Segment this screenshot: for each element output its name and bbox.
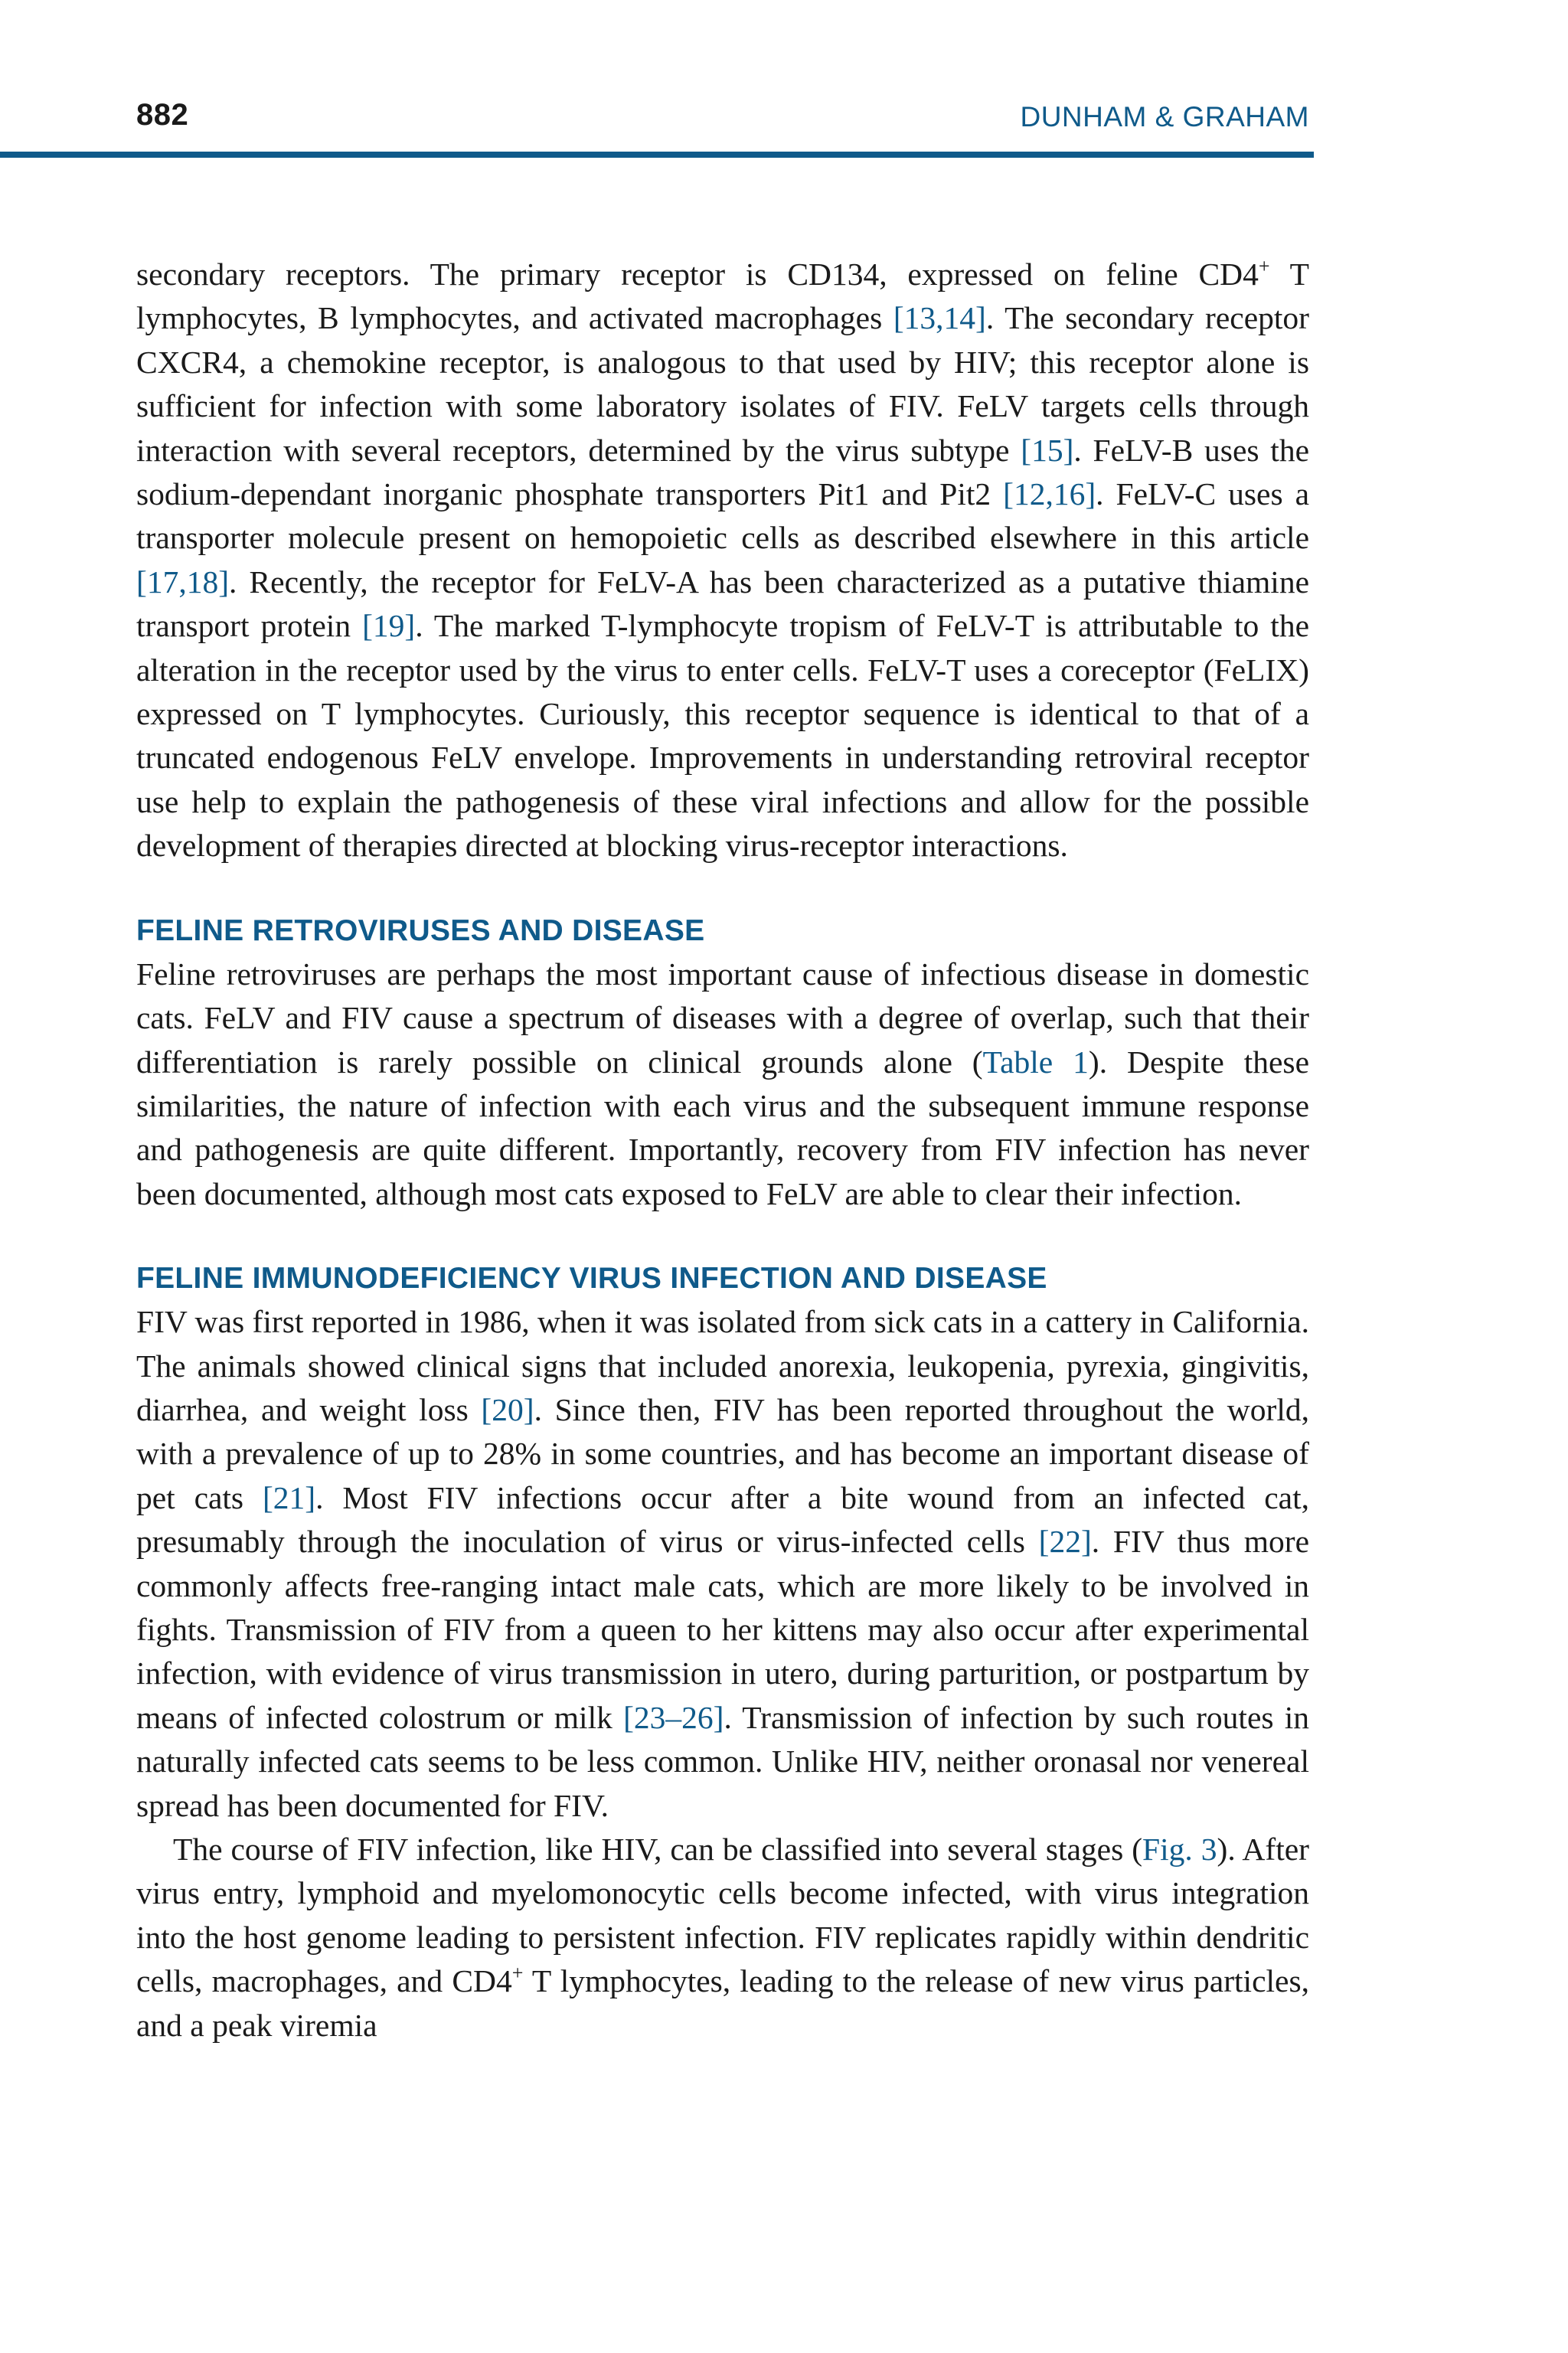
- text-span: The course of FIV infection, like HIV, can be classified into several stages (: [173, 1832, 1143, 1867]
- superscript: +: [511, 1962, 524, 1985]
- header-rule: [0, 152, 1314, 158]
- table-link[interactable]: Table 1: [982, 1044, 1089, 1080]
- text-span: . The secondary receptor CXCR4, a chemokine receptor, is analogous to that used by HIV; this receptor alone is sufficient for infection with some laboratory isolates of FIV. FeLV targets cells through interaction with several receptors, determined by the virus subtype: [136, 300, 1309, 468]
- text-span: FIV was first reported in 1986, when it was isolated from sick cats in a cattery in California. The animals showed clinical signs that included anorexia, leukopenia, pyrexia, gingivitis, diarrhea, and weight loss: [136, 1304, 1309, 1427]
- citation-link[interactable]: [20]: [481, 1391, 534, 1427]
- citation-link[interactable]: [19]: [362, 608, 416, 644]
- text-span: . Since then, FIV has been reported throughout the world, with a prevalence of up to 28% in some countries, and has become an important disease of pet cats: [136, 1391, 1309, 1515]
- text-span: . The marked T-lymphocyte tropism of FeLV-T is attributable to the alteration in the receptor used by the virus to enter cells. FeLV-T uses a coreceptor (FeLIX) expressed on T lymphocytes. Curiously, this receptor sequence is identical to that of a truncated endogenous FeLV envelope. Improvements in understanding retroviral receptor use help to explain the pathogenesis of these viral infections and allow for the possible development of therapies directed at blocking virus-receptor interactions.: [136, 608, 1309, 864]
- text-span: ). Despite these similarities, the nature of infection with each virus and the subsequent immune response and pathogenesis are quite different. Importantly, recovery from FIV infection has never been documented, although most cats exposed to FeLV are able to clear their infection.: [136, 1044, 1309, 1211]
- citation-link[interactable]: [13,14]: [893, 300, 986, 336]
- text-span: T lymphocytes, B lymphocytes, and activated macrophages: [136, 257, 1309, 336]
- text-span: ). After virus entry, lymphoid and myelomonocytic cells become infected, with virus integration into the host genome leading to persistent infection. FIV replicates rapidly within dendritic cells, macrophages, and CD4: [136, 1832, 1309, 1999]
- text-span: . Recently, the receptor for FeLV-A has been characterized as a putative thiamine transport protein: [136, 564, 1309, 644]
- superscript: +: [1258, 255, 1270, 277]
- text-span: . Transmission of infection by such routes in naturally infected cats seems to be less common. Unlike HIV, neither oronasal nor venereal spread has been documented for FIV.: [136, 1699, 1310, 1823]
- citation-link[interactable]: [17,18]: [136, 564, 230, 600]
- text-span: secondary receptors. The primary receptor is CD134, expressed on feline CD4: [136, 257, 1259, 292]
- citation-link[interactable]: [12,16]: [1003, 476, 1096, 512]
- text-span: Feline retroviruses are perhaps the most important cause of infectious disease in domestic cats. FeLV and FIV cause a spectrum of diseases with a degree of overlap, such that their differentiation is rarely possible on clinical grounds alone (: [136, 956, 1309, 1080]
- citation-link[interactable]: [23–26]: [623, 1699, 724, 1735]
- running-head: DUNHAM & GRAHAM: [1020, 101, 1309, 132]
- citation-link[interactable]: [21]: [262, 1479, 316, 1515]
- section-heading-retroviruses: FELINE RETROVIRUSES AND DISEASE: [136, 913, 705, 947]
- text-span: . FeLV-C uses a transporter molecule present on hemopoietic cells as described elsewhere in this article: [136, 476, 1309, 556]
- citation-link[interactable]: [22]: [1038, 1524, 1092, 1560]
- page-number: 882: [136, 98, 189, 132]
- paragraph-retroviruses-disease: [136, 953, 1309, 1216]
- figure-link[interactable]: Fig. 3: [1142, 1832, 1217, 1867]
- text-span: . FeLV-B uses the sodium-dependant inorganic phosphate transporters Pit1 and Pit2: [136, 432, 1309, 512]
- citation-link[interactable]: [15]: [1021, 432, 1074, 468]
- article-body: [136, 253, 1309, 2047]
- text-span: . Most FIV infections occur after a bite wound from an infected cat, presumably through the inoculation of virus or virus-infected cells: [136, 1479, 1309, 1560]
- paragraph-fiv-history: [136, 1300, 1309, 1828]
- text-span: . FIV thus more commonly affects free-ranging intact male cats, which are more likely to be involved in fights. Transmission of FIV from a queen to her kittens may also occur after experimental infection, with evidence of virus transmission in utero, during parturition, or postpartum by means of infected colostrum or milk: [136, 1524, 1309, 1735]
- paragraph-receptors: [136, 253, 1309, 868]
- section-heading-fiv: FELINE IMMUNODEFICIENCY VIRUS INFECTION AND DISEASE: [136, 1262, 1047, 1296]
- text-span: T lymphocytes, leading to the release of new virus particles, and a peak viremia: [136, 1963, 1309, 2043]
- paragraph-fiv-course: [136, 1828, 1309, 2047]
